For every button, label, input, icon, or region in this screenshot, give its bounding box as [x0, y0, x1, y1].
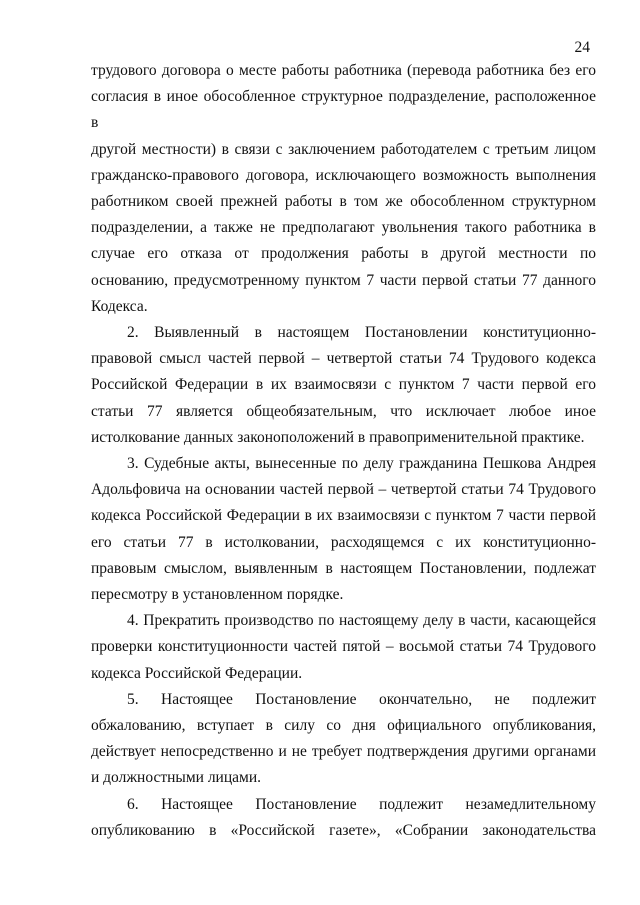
text-line: опубликованию в «Российской газете», «Собрании законодательства: [91, 821, 596, 839]
text-line: проверки конституционности частей пятой – восьмой статьи 74 Трудового: [91, 638, 596, 656]
text-line: трудового договора о месте работы работника (перевода работника без его: [91, 62, 596, 79]
paragraph: [91, 320, 596, 451]
text-line: работником своей прежней работы в том же обособленном структурном: [91, 193, 596, 211]
text-line: действует непосредственно и не требует подтверждения другими органами: [91, 743, 596, 761]
text-line: 4. Прекратить производство по настоящему делу в части, касающейся: [127, 612, 596, 630]
text-line: пересмотру в установленном порядке.: [91, 586, 344, 604]
text-line: другой местности) в связи с заключением работодателем с третьим лицом: [91, 140, 596, 158]
text-line: кодекса Российской Федерации в их взаимосвязи с пунктом 7 части первой: [91, 507, 596, 525]
text-line: 6. Настоящее Постановление подлежит незамедлительному: [127, 795, 596, 813]
text-line: Адольфовича на основании частей первой – четвертой статьи 74 Трудового: [91, 481, 596, 499]
paragraph: [91, 451, 596, 608]
text-line: 3. Судебные акты, вынесенные по делу гражданина Пешкова Андрея: [127, 455, 596, 473]
text-line: случае его отказа от продолжения работы в другой местности по: [91, 245, 596, 263]
text-line: обжалованию, вступает в силу со дня официального опубликования,: [91, 717, 596, 735]
text-line: гражданско-правового договора, исключающего возможность выполнения: [91, 166, 596, 184]
text-line: согласия в иное обособленное структурное подразделение, расположенное в: [91, 88, 596, 132]
text-line: Кодекса.: [91, 297, 148, 315]
text-line: 5. Настоящее Постановление окончательно, не подлежит: [127, 690, 596, 708]
paragraph: [91, 58, 596, 320]
paragraph: [91, 792, 596, 844]
text-line: истолкование данных законоположений в правоприменительной практике.: [91, 428, 585, 446]
text-line: и должностными лицами.: [91, 769, 262, 787]
text-line: подразделении, а также не предполагают увольнения такого работника в: [91, 219, 596, 237]
text-line: основанию, предусмотренному пунктом 7 части первой статьи 77 данного: [91, 271, 596, 289]
text-line: статьи 77 является общеобязательным, что исключает любое иное: [91, 402, 596, 420]
text-line: его статьи 77 в истолковании, расходящемся с их конституционно-: [91, 533, 596, 551]
text-line: кодекса Российской Федерации.: [91, 664, 303, 682]
text-line: правовой смысл частей первой – четвертой статьи 74 Трудового кодекса: [91, 350, 596, 368]
paragraph: [91, 687, 596, 792]
text-line: 2. Выявленный в настоящем Постановлении конституционно-: [127, 324, 596, 342]
text-line: Российской Федерации в их взаимосвязи с пунктом 7 части первой его: [91, 376, 596, 394]
text-line: правовым смыслом, выявленным в настоящем Постановлении, подлежат: [91, 559, 596, 577]
page-number: 24: [574, 39, 590, 56]
document-body: [91, 58, 596, 844]
paragraph: [91, 608, 596, 687]
